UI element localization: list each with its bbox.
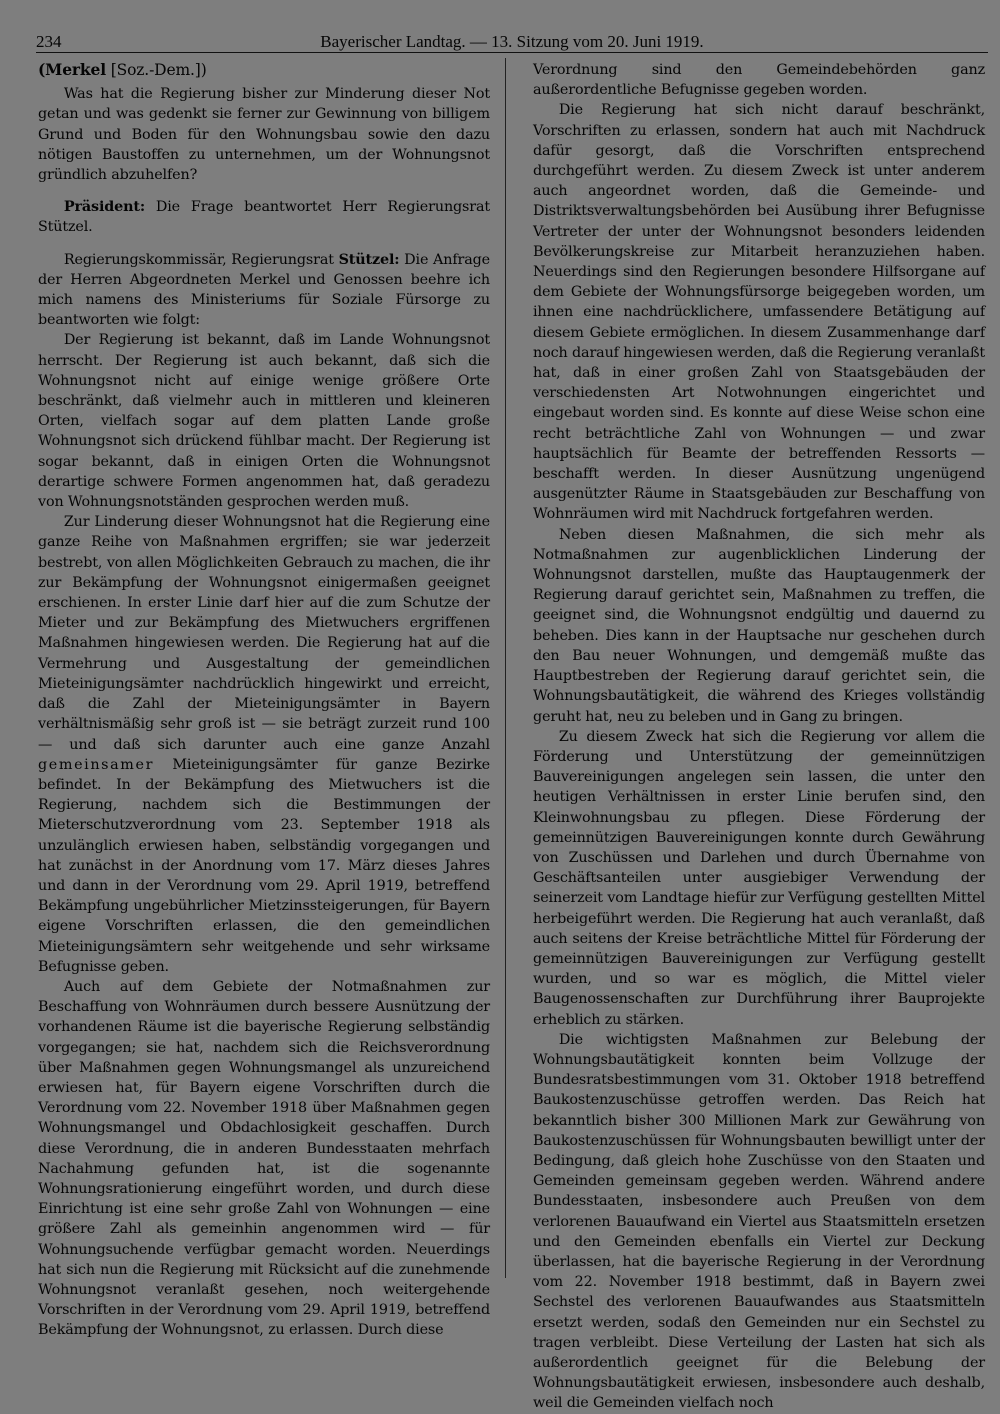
- commissioner-paragraph: [38, 250, 490, 331]
- president-paragraph: [38, 197, 490, 237]
- body-paragraph: Neben diesen Maßnahmen, die sich mehr als Notmaßnahmen zur augenblicklichen Linderung der Wohnungsnot darstellen, mußte das Hauptaugenmerk der Regierung darauf gerichtet sein, Maßnahmen zu treffen, die geeignet sind, die Wohnungsnot endgültig und dauernd zu beheben. Dies kann in der Hauptsache nur geschehen durch den Bau neuer Wohnungen, und demgemäß mußte das Hauptbestreben der Regierung darauf gerichtet sein, die Wohnungsbautätigkeit, die während des Krieges vollständig geruht hat, neu zu beleben und in Gang zu bringen.: [533, 526, 985, 725]
- emphasized-word: gemeinsamer: [38, 756, 155, 773]
- paragraph-text: Mieteinigungsämter für ganze Bezirke befindet. In der Bekämpfung des Mietwuchers ist die Regierung, nachdem sich die Bestimmungen der Mieterschutzverordnung vom 23. September 1918 als unzulänglich erwiesen haben, selbständig vorgegangen und hat zunächst in der Anordnung vom 17. März dieses Jahres und dann in der Verordnung vom 29. April 1919, betreffend Bekämpfung ungebührlicher Mietzinssteigerungen, für Bayern eigene Vorschriften erlassen, die den gemeindlichen Mieteinigungsämtern sehr weitgehende und sehr wirksame Befugnisse geben.: [38, 756, 490, 975]
- left-column: [38, 60, 490, 1339]
- paragraph-text: Zur Linderung dieser Wohnungsnot hat die Regierung eine ganze Reihe von Maßnahmen ergriffen; sie war jederzeit bestrebt, von allen Möglichkeiten Gebrauch zu machen, die ihr zur Bekämpfung der Wohnungsnot einigermaßen geeignet erschienen. In erster Linie darf hier auf die zum Schutze der Mieter und zur Bekämpfung des Mietwuchers ergriffenen Maßnahmen hingewiesen werden. Die Regierung hat auf die Vermehrung und Ausgestaltung der gemeindlichen Mieteinigungsämter nachdrücklich hingewirkt und erreicht, daß die Zahl der Mieteinigungsämter in Bayern verhältnismäßig sehr groß ist — sie beträgt zurzeit rund 100 — und daß sich darunter auch eine ganze Anzahl: [38, 514, 490, 753]
- body-paragraph: [38, 512, 490, 977]
- speaker-line-merkel: [38, 60, 490, 80]
- body-paragraph: Die wichtigsten Maßnahmen zur Belebung der Wohnungsbautätigkeit konnten beim Vollzuge der Bundesratsbestimmungen vom 31. Oktober 1918 betreffend Baukostenzuschüsse getroffen werden. Das Reich hat bekanntlich bisher 300 Millionen Mark zur Gewährung von Baukostenzuschüssen für Wohnungsbauten bewilligt unter der Bedingung, daß gleich hohe Zuschüsse von den Staaten und Gemeinden gemeinsam gegeben werden. Während andere Bundesstaaten, insbesondere auch Preußen von dem verlorenen Bauaufwand ein Viertel aus Staatsmitteln ersetzen und den Gemeinden ebenfalls ein Viertel zur Deckung überlassen, hat die bayerische Regierung in der Verordnung vom 22. November 1918 bestimmt, daß in Bayern zwei Sechstel des verlorenen Bauaufwandes aus Staatsmitteln ersetzt werden, sodaß den Gemeinden nur ein Sechstel zu tragen verbleibt. Diese Verteilung der Lasten hat sich als außerordentlich geeignet für die Belebung der Wohnungsbautätigkeit erwiesen, insbesondere auch deshalb, weil die Gemeinden vielfach noch: [533, 1031, 985, 1412]
- body-paragraph: Auch auf dem Gebiete der Notmaßnahmen zur Beschaffung von Wohnräumen durch bessere Ausnützung der vorhandenen Räume ist die bayerische Regierung selbständig vorgegangen; sie hat, nachdem sich die Reichsverordnung über Maßnahmen gegen Wohnungsmangel als unzureichend erwiesen hat, für Bayern eigene Vorschriften durch die Verordnung vom 22. November 1918 über Maßnahmen gegen Wohnungsmangel und Obdachlosigkeit geschaffen. Durch diese Verordnung, die in anderen Bundesstaaten mehrfach Nachahmung gefunden hat, ist die sogenannte Wohnungsrationierung eingeführt worden, und durch diese Einrichtung ist eine sehr große Zahl von Wohnungen — eine größere Zahl als gemeinhin angenommen wird — für Wohnungsuchende verfügbar gemacht worden. Neuerdings hat sich nun die Regierung mit Rücksicht auf die zunehmende Wohnungsnot veranlaßt gesehen, noch weitergehende Vorschriften in der Verordnung vom 29. April 1919, betreffend Bekämpfung der Wohnungsnot, zu erlassen. Durch diese: [38, 978, 490, 1339]
- column-divider: [505, 58, 506, 1278]
- question-paragraph: Was hat die Regierung bisher zur Minderung dieser Not getan und was gedenkt sie ferner zur Gewinnung von billigem Grund und Boden für den Wohnungsbau sowie den dazu nötigen Baustoffen zu unternehmen, um der Wohnungsnot gründlich abzuhelfen?: [38, 86, 490, 184]
- president-text: Die Frage beantwortet Herr Regierungsrat Stützel.: [38, 199, 490, 236]
- page-number: 234: [36, 32, 62, 51]
- body-paragraph: Der Regierung ist bekannt, daß im Lande Wohnungsnot herrscht. Der Regierung ist auch bekannt, daß sich die Wohnungsnot nicht auf einige wenige größere Orte beschränkt, daß vielmehr auch in mittleren und kleineren Orten, vielfach sogar auf dem platten Lande große Wohnungsnot sich drückend fühlbar macht. Der Regierung ist sogar bekannt, daß in einigen Orten die Wohnungsnot derartige schwere Formen angenommen hat, daß geradezu von Wohnungsnotständen gesprochen werden muß.: [38, 332, 490, 511]
- running-title: Bayerischer Landtag. — 13. Sitzung vom 20. Juni 1919.: [320, 32, 704, 51]
- speaker-commissioner-name: Stützel:: [338, 251, 400, 268]
- body-paragraph: Zu diesem Zweck hat sich die Regierung vor allem die Förderung und Unterstützung der gemeinnützigen Bauvereinigungen angelegen sein lassen, die unter den heutigen Verhältnissen in erster Linie berufen sind, den Kleinwohnungsbau zu pflegen. Diese Förderung der gemeinnützigen Bauvereinigungen konnte durch Gewährung von Zuschüssen und Darlehen und durch Übernahme von Geschäftsanteilen unter ausgiebiger Verwendung der seinerzeit vom Landtage hiefür zur Verfügung gestellten Mittel herbeigeführt werden. Die Regierung hat auch veranlaßt, daß auch seitens der Kreise beträchtliche Mittel für Förderung der gemeinnützigen Bauvereinigungen zur Verfügung gestellt wurden, und so war es möglich, die Mittel vieler Baugenossenschaften zur Durchführung ihrer Bauprojekte erheblich zu stärken.: [533, 728, 985, 1028]
- commissioner-intro-text: Die Anfrage der Herren Abgeordneten Merkel und Genossen beehre ich mich namens des Ministeriums für Soziale Fürsorge zu beantworten wie folgt:: [38, 251, 490, 329]
- speaker-name: (Merkel: [38, 60, 106, 79]
- body-paragraph: Die Regierung hat sich nicht darauf beschränkt, Vorschriften zu erlassen, sondern hat auch mit Nachdruck dafür gesorgt, daß die Vorschriften entsprechend durchgeführt werden. Zu diesem Zweck ist unter anderem auch angeordnet worden, daß die Gemeinde- und Distriktsverwaltungsbehörden bei Ausübung ihrer Befugnisse Vertreter der unter der Wohnungsnot besonders leidenden Bevölkerungskreise zur Mitarbeit heranzuziehen haben. Neuerdings sind den Regierungen besondere Hilfsorgane auf dem Gebiete der Wohnungsfürsorge beigegeben worden, um ihnen eine nachdrücklichere, umfassendere Betätigung auf diesem Gebiete ermöglichen. In diesem Zusammenhange darf noch darauf hingewiesen werden, daß die Regierung veranlaßt hat, daß in einer großen Zahl von Staatsgebäuden der verschiedensten Art Notwohnungen eingerichtet und eingebaut worden sind. Es konnte auf diese Weise schon eine recht beträchtliche Zahl von Wohnungen — und zwar hauptsächlich für Beamte der betreffenden Ressorts — beschafft werden. In dieser Ausnützung ungenügend ausgenützter Räume in Staatsgebäuden zur Beschaffung von Wohnräumen wird mit Nachdruck fortgefahren werden.: [533, 102, 985, 523]
- right-column: [533, 60, 985, 1412]
- speaker-party: [Soz.-Dem.]): [105, 61, 207, 79]
- body-paragraph: Verordnung sind den Gemeindebehörden ganz außerordentliche Befugnisse gegeben worden.: [533, 62, 985, 99]
- speaker-commissioner-title: Regierungskommissär, Regierungsrat: [63, 251, 339, 268]
- speaker-president: Präsident:: [63, 199, 145, 216]
- page-header: [36, 30, 988, 53]
